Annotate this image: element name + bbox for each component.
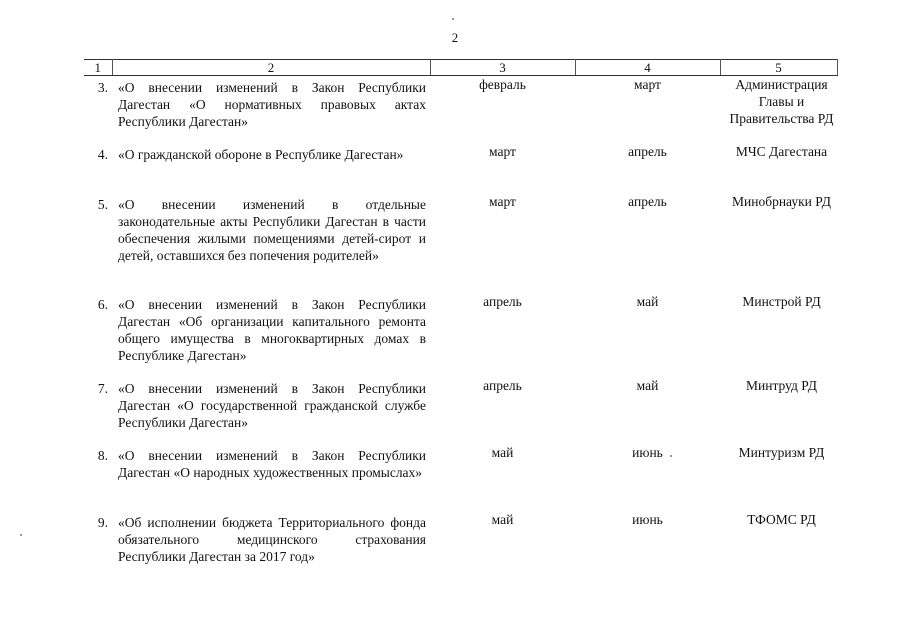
table-row <box>84 143 837 193</box>
column-number-2: 2 <box>112 60 430 76</box>
consideration-month: май <box>636 378 659 393</box>
responsible-body: МЧС Дагестана <box>735 144 828 159</box>
submission-month: май <box>491 445 514 460</box>
responsible-body: Администрация Главы и Правительства РД <box>729 77 834 126</box>
bill-title: «Об исполнении бюджета Территориального фонда обязательного медицинского страхования Республики Дагестан за 2017 год» <box>118 515 426 564</box>
bill-title: «О гражданской обороне в Республике Дагестан» <box>118 147 404 162</box>
submission-month: февраль <box>479 77 526 92</box>
column-number-5: 5 <box>720 60 837 76</box>
submission-month: май <box>491 512 514 527</box>
row-number: 4. <box>97 147 108 162</box>
consideration-month: июнь <box>632 512 663 527</box>
table-row <box>84 444 837 511</box>
column-number-3: 3 <box>430 60 575 76</box>
table-row <box>84 377 837 444</box>
consideration-month: июнь <box>632 445 663 460</box>
submission-month: апрель <box>483 294 522 309</box>
scan-speck <box>20 534 22 536</box>
row-number: 8. <box>97 448 108 463</box>
consideration-month: май <box>636 294 659 309</box>
scan-speck <box>452 18 454 20</box>
row-number: 9. <box>97 515 108 530</box>
row-number: 6. <box>97 297 108 312</box>
consideration-month: апрель <box>628 194 667 209</box>
bill-title: «О внесении изменений в Закон Республики Дагестан «Об организации капитального ремонта общего имущества в многоквартирных домах в Республике Дагестан» <box>118 297 426 363</box>
column-number-1: 1 <box>84 60 112 76</box>
bill-title: «О внесении изменений в Закон Республики Дагестан «О народных художественных промыслах» <box>118 448 426 480</box>
responsible-body: Минстрой РД <box>742 294 821 309</box>
consideration-month: март <box>634 77 661 92</box>
row-number: 5. <box>97 197 108 212</box>
table-row <box>84 511 837 566</box>
submission-month: март <box>489 144 516 159</box>
legislative-plan-table <box>84 59 838 566</box>
submission-month: апрель <box>483 378 522 393</box>
scan-speck <box>670 455 672 457</box>
table-row <box>84 293 837 377</box>
column-number-4: 4 <box>575 60 720 76</box>
responsible-body: Минобрнауки РД <box>732 194 831 209</box>
row-number: 7. <box>97 381 108 396</box>
bill-title: «О внесении изменений в отдельные законодательные акты Республики Дагестан в части обеспечения жилыми помещениями детей-сирот и детей, оставшихся без попечения родителей» <box>118 197 426 263</box>
bill-title: «О внесении изменений в Закон Республики Дагестан «О нормативных правовых актах Республики Дагестан» <box>118 80 426 129</box>
submission-month: март <box>489 194 516 209</box>
page-number: 2 <box>451 30 459 45</box>
responsible-body: Минтуризм РД <box>738 445 825 460</box>
table-row <box>84 76 837 144</box>
column-number-header <box>84 60 837 76</box>
responsible-body: Минтруд РД <box>746 378 817 393</box>
bill-title: «О внесении изменений в Закон Республики Дагестан «О государственной гражданской службе Республики Дагестан» <box>118 381 426 430</box>
row-number: 3. <box>97 80 108 95</box>
consideration-month: апрель <box>628 144 667 159</box>
responsible-body: ТФОМС РД <box>747 512 816 527</box>
table-row <box>84 193 837 293</box>
